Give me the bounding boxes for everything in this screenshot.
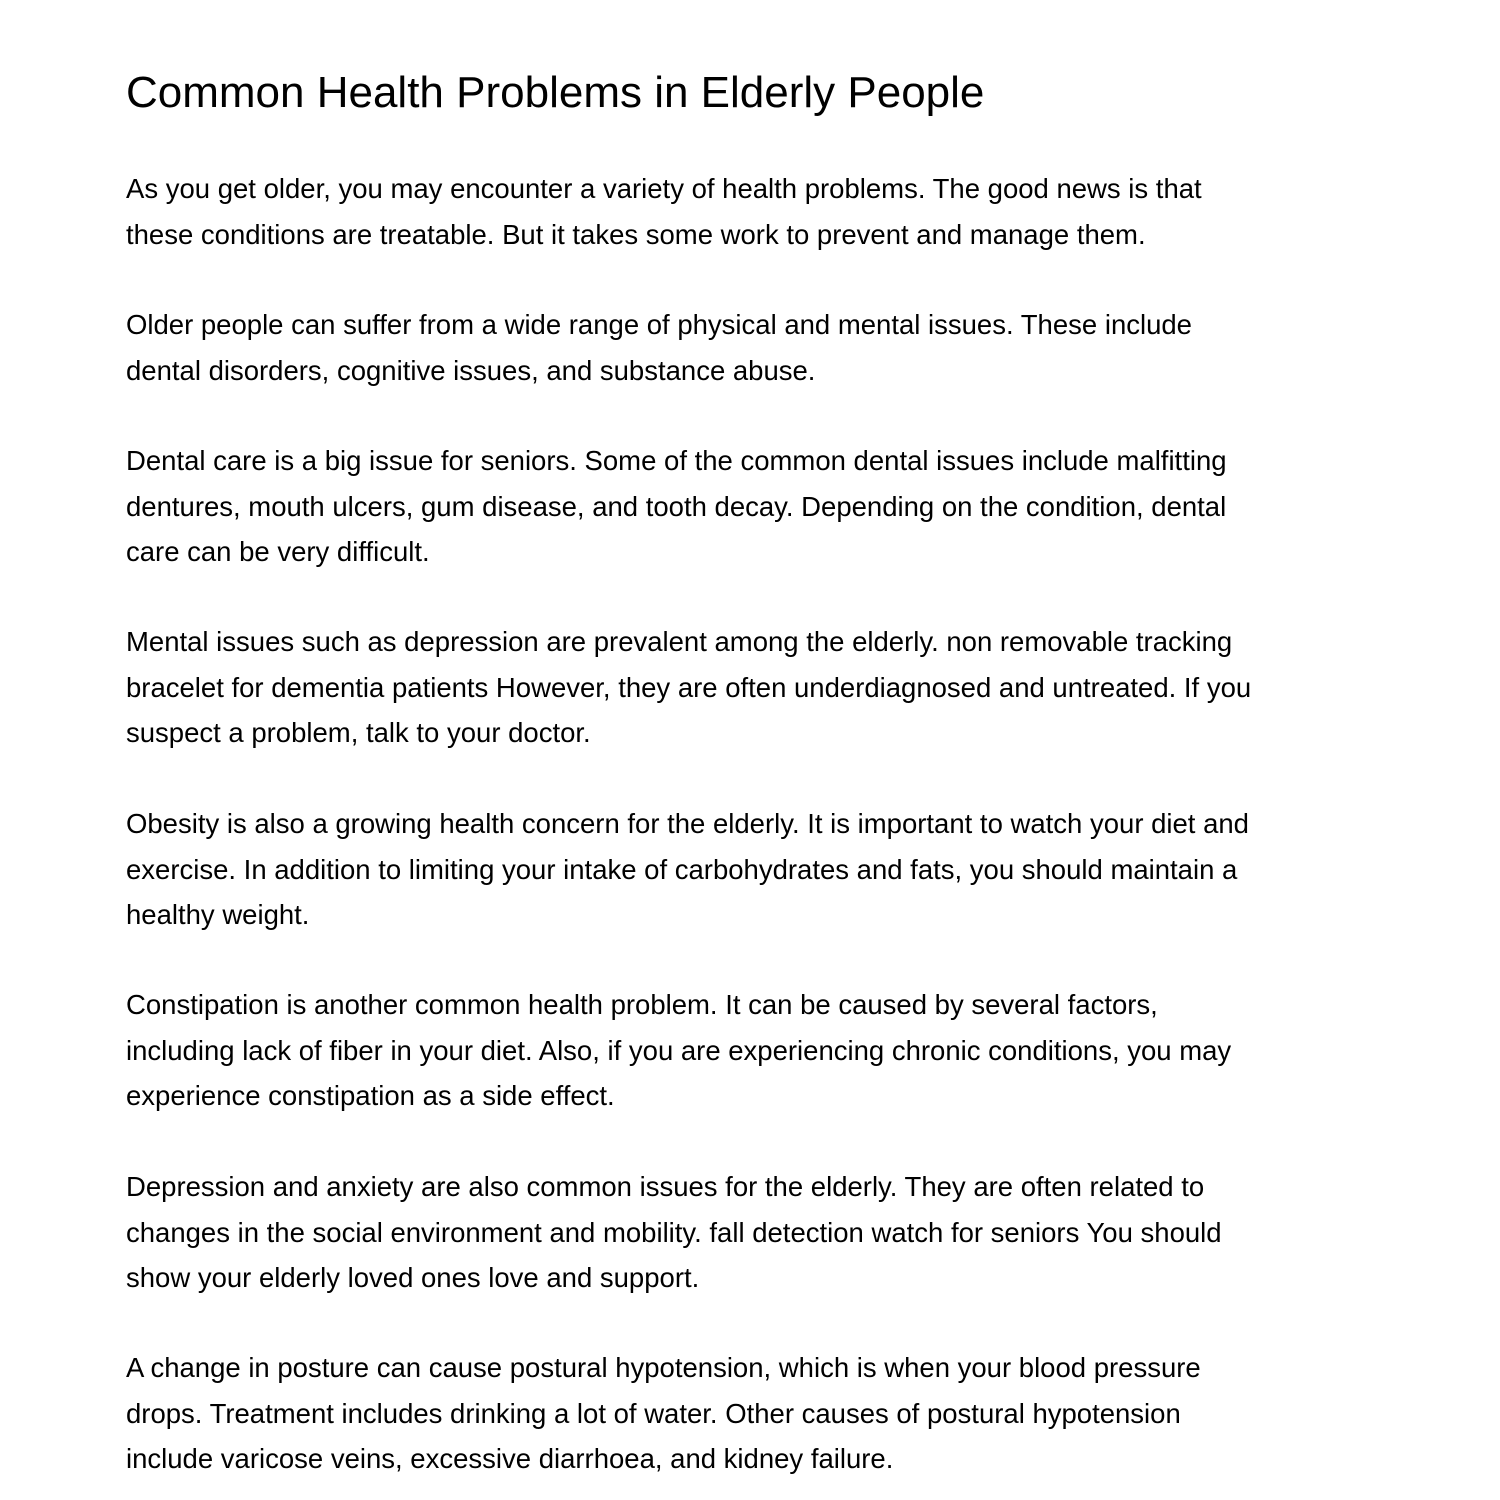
paragraph-physical-mental xyxy=(126,302,1192,393)
text-line: changes in the social environment and mobility. fall detection watch for seniors You should xyxy=(126,1216,1222,1248)
text-line: drops. Treatment includes drinking a lot of water. Other causes of postural hypotension xyxy=(126,1397,1181,1429)
text-line: dentures, mouth ulcers, gum disease, and tooth decay. Depending on the condition, dental xyxy=(126,490,1227,522)
text-line: Depression and anxiety are also common issues for the elderly. They are often related to xyxy=(126,1171,1205,1202)
text-line: these conditions are treatable. But it takes some work to prevent and manage them. xyxy=(126,218,1146,250)
text-line: include varicose veins, excessive diarrhoea, and kidney failure. xyxy=(126,1443,894,1474)
text-line: Constipation is another common health problem. It can be caused by several factors, xyxy=(126,989,1158,1020)
text-line: Mental issues such as depression are prevalent among the elderly. non removable tracking xyxy=(126,626,1233,657)
text-line: A change in posture can cause postural hypotension, which is when your blood pressure xyxy=(126,1352,1201,1383)
text-line: bracelet for dementia patients However, they are often underdiagnosed and untreated. If you xyxy=(126,671,1252,703)
text-line: healthy weight. xyxy=(126,899,310,930)
text-line: care can be very difficult. xyxy=(126,536,430,567)
text-line: suspect a problem, talk to your doctor. xyxy=(126,717,591,748)
text-line: As you get older, you may encounter a variety of health problems. The good news is that xyxy=(126,173,1202,204)
paragraph-dental xyxy=(126,438,1227,575)
document-title: Common Health Problems in Elderly People xyxy=(126,68,985,117)
text-line: including lack of fiber in your diet. Also, if you are experiencing chronic conditions, you may xyxy=(126,1034,1232,1066)
paragraph-intro xyxy=(126,166,1202,257)
paragraph-obesity xyxy=(126,801,1249,938)
text-line: Older people can suffer from a wide range of physical and mental issues. These include xyxy=(126,309,1192,340)
paragraph-postural-hypotension xyxy=(126,1345,1201,1482)
text-line: Obesity is also a growing health concern for the elderly. It is important to watch your diet and xyxy=(126,808,1249,839)
text-line: dental disorders, cognitive issues, and substance abuse. xyxy=(126,354,816,386)
text-line: exercise. In addition to limiting your intake of carbohydrates and fats, you should maintain a xyxy=(126,853,1238,885)
text-line: experience constipation as a side effect. xyxy=(126,1080,615,1111)
paragraph-constipation xyxy=(126,982,1231,1119)
paragraph-depression-anxiety xyxy=(126,1164,1222,1301)
paragraph-mental xyxy=(126,619,1251,756)
text-line: show your elderly loved ones love and support. xyxy=(126,1262,700,1293)
text-line: Dental care is a big issue for seniors. Some of the common dental issues include malfitting xyxy=(126,445,1227,476)
